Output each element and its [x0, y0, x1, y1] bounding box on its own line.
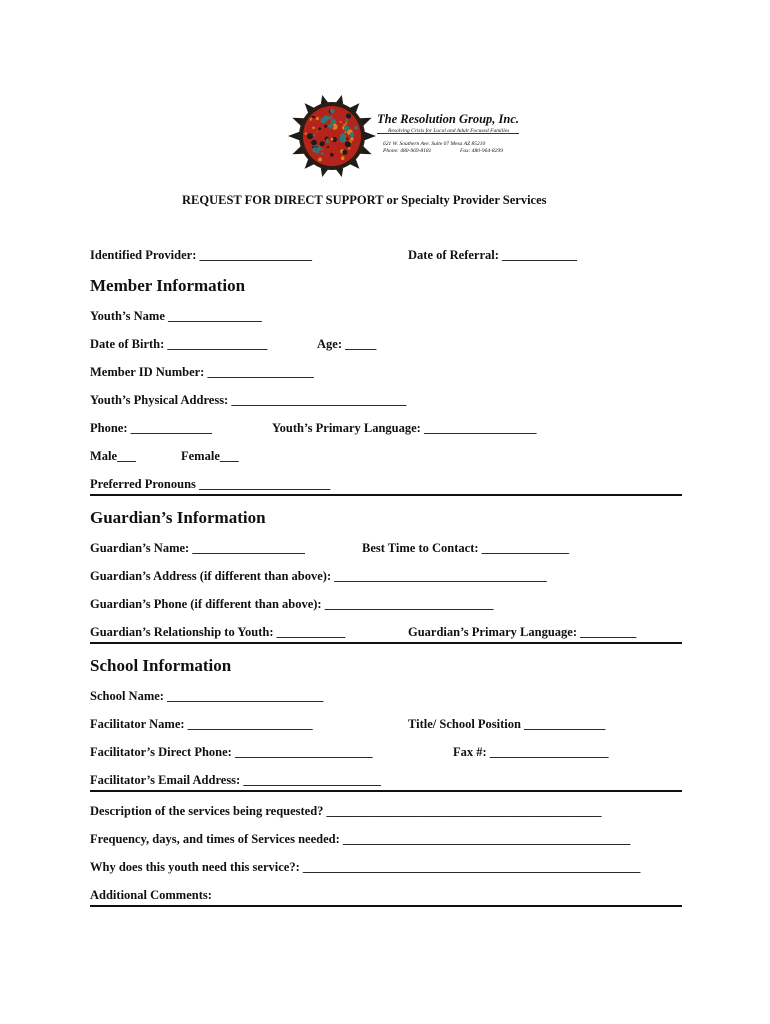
logo-address: 621 W. Southern Ave. Suite 07 Mesa AZ 85210	[383, 141, 486, 147]
date-of-referral-field[interactable]: Date of Referral: ____________	[408, 248, 578, 262]
logo-phone: Phone: 480-969-8181	[383, 148, 432, 154]
facilitator-name-field[interactable]: Facilitator Name: ____________________	[90, 717, 313, 731]
male-field[interactable]: Male___	[90, 449, 136, 463]
facilitator-phone-field[interactable]: Facilitator’s Direct Phone: ______________________	[90, 745, 373, 759]
guardian-information-heading: Guardian’s Information	[90, 508, 266, 527]
preferred-pronouns-field[interactable]: Preferred Pronouns _____________________	[90, 477, 331, 491]
phone-field[interactable]: Phone: _____________	[90, 421, 212, 435]
resolution-group-emblem-icon	[284, 94, 376, 178]
fax-field[interactable]: Fax #: ___________________	[453, 745, 609, 759]
facilitator-email-field[interactable]: Facilitator’s Email Address: ______________________	[90, 773, 381, 787]
age-field[interactable]: Age: _____	[317, 337, 377, 351]
service-reason-field[interactable]: Why does this youth need this service?: ______________________________________________________	[90, 860, 641, 874]
guardian-name-field[interactable]: Guardian’s Name: __________________	[90, 541, 305, 555]
logo-tagline: Resolving Crisis for Local and Adult Focused Families	[388, 128, 510, 134]
identified-provider-field[interactable]: Identified Provider: __________________	[90, 248, 312, 262]
youth-name-field[interactable]: Youth’s Name _______________	[90, 309, 262, 323]
title-position-field[interactable]: Title/ School Position _____________	[408, 717, 606, 731]
additional-comments-label[interactable]: Additional Comments:	[90, 888, 212, 902]
form-title: REQUEST FOR DIRECT SUPPORT or Specialty Provider Services	[182, 193, 547, 207]
guardian-address-field[interactable]: Guardian’s Address (if different than above): __________________________________	[90, 569, 547, 583]
guardian-relationship-field[interactable]: Guardian’s Relationship to Youth: ___________	[90, 625, 346, 639]
member-id-field[interactable]: Member ID Number: _________________	[90, 365, 314, 379]
youth-address-field[interactable]: Youth’s Physical Address: ____________________________	[90, 393, 407, 407]
school-name-field[interactable]: School Name: _________________________	[90, 689, 324, 703]
school-information-heading: School Information	[90, 656, 232, 675]
logo-fax: Fax: 480-964-8299	[460, 148, 503, 154]
services-description-field[interactable]: Description of the services being requested? ____________________________________________	[90, 804, 602, 818]
female-field[interactable]: Female___	[181, 449, 239, 463]
guardian-language-field[interactable]: Guardian’s Primary Language: _________	[408, 625, 637, 639]
section-divider	[90, 494, 682, 496]
logo-company-name: The Resolution Group, Inc.	[377, 112, 520, 126]
section-divider	[90, 642, 682, 644]
best-time-field[interactable]: Best Time to Contact: ______________	[362, 541, 570, 555]
section-divider	[90, 905, 682, 907]
member-information-heading: Member Information	[90, 276, 246, 295]
services-frequency-field[interactable]: Frequency, days, and times of Services needed: ______________________________________________	[90, 832, 631, 846]
section-divider	[90, 790, 682, 792]
date-of-birth-field[interactable]: Date of Birth: ________________	[90, 337, 268, 351]
youth-language-field[interactable]: Youth’s Primary Language: __________________	[272, 421, 537, 435]
guardian-phone-field[interactable]: Guardian’s Phone (if different than above): ___________________________	[90, 597, 494, 611]
